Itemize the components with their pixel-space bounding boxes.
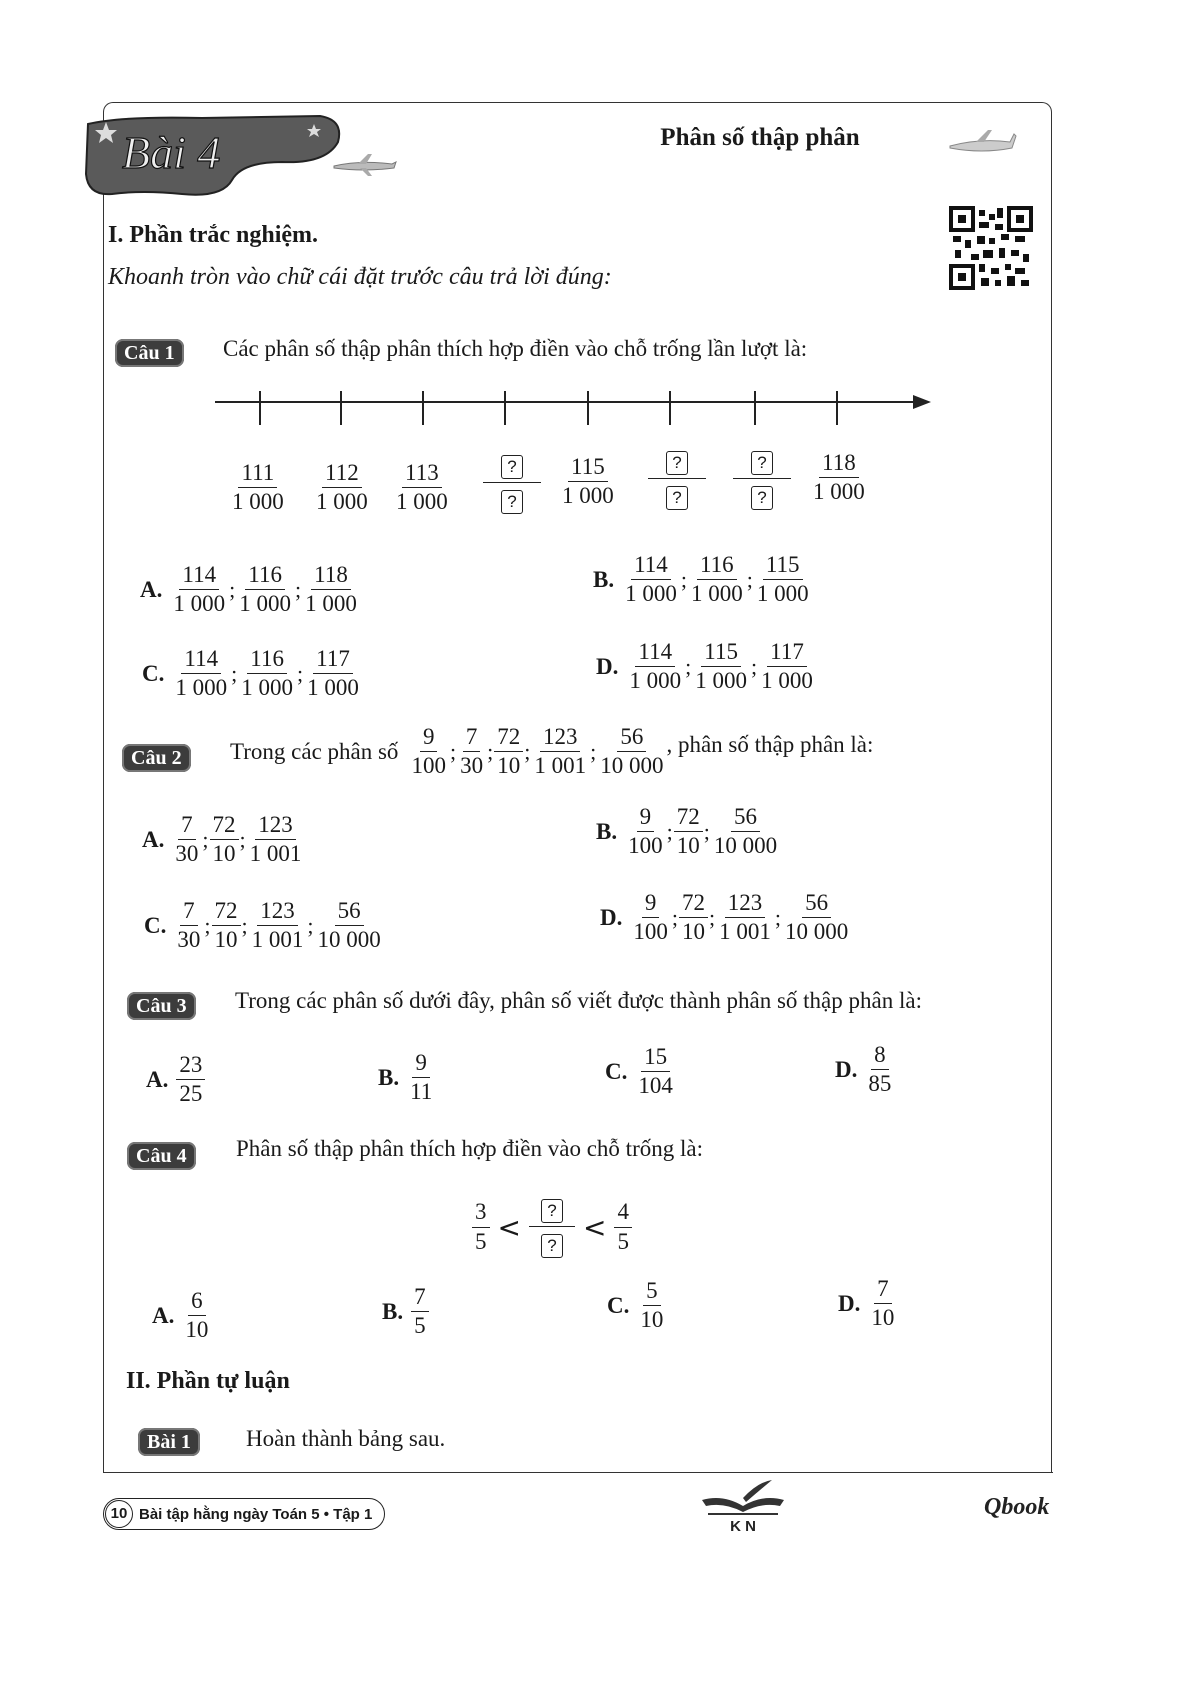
q4-option-b[interactable]: B. $\frac{7}{5}$ [382,1284,429,1340]
q2-option-b[interactable]: B. $\frac{9}{100}$ ; $\frac{72}{10}$ ; $\frac{56}{10 000}$ [596,804,778,859]
lesson-banner [82,114,344,200]
question-1-badge: Câu 1 [115,339,184,367]
brand-logo-text: Qbook [984,1494,1050,1520]
numberline-fraction: $\frac{111}{1 000}$ [232,460,284,515]
section-1-heading: I. Phần trắc nghiệm. [108,222,318,248]
q4-option-c[interactable]: C. $\frac{5}{10}$ [607,1278,664,1333]
question-4-text: Phân số thập phân thích hợp điền vào chỗ trống là: [236,1136,703,1161]
q4-blank-fraction[interactable]: $\frac{?}{?}$ [529,1196,575,1258]
page-title: Phân số thập phân [660,124,860,151]
exercise-1-text: Hoàn thành bảng sau. [246,1426,446,1451]
exercise-1-badge: Bài 1 [138,1428,200,1456]
q3-option-a[interactable]: A. $\frac{23}{25}$ [146,1052,205,1108]
question-4-badge: Câu 4 [127,1142,196,1170]
numberline-blank-fraction[interactable]: $\frac{?}{?}$ [483,452,541,514]
q3-option-b[interactable]: B. $\frac{9}{11}$ [378,1050,433,1105]
q1-option-d[interactable]: D. $\frac{114}{1 000}$ ; $\frac{115}{1 000}$ ; $\frac{117}{1 000}$ [596,639,813,694]
q1-option-b[interactable]: B. $\frac{114}{1 000}$ ; $\frac{116}{1 000}$ ; $\frac{115}{1 000}$ [593,552,809,607]
qr-code-icon[interactable] [949,206,1033,290]
numberline-fraction: $\frac{112}{1 000}$ [316,460,368,515]
instruction-text: Khoanh tròn vào chữ cái đặt trước câu trả lời đúng: [108,264,612,290]
question-2-text: Trong các phân số $\frac{9}{100}$ ; $\frac{7}{30}$ ; $\frac{72}{10}$ ; $\frac{123}{1 001}$ ; $\frac{56}{10 000}$ , phân số thập phân là: [230,724,874,779]
q3-option-c[interactable]: C. $\frac{15}{104}$ [605,1044,673,1099]
book-logo-icon [698,1476,788,1534]
question-1-text: Các phân số thập phân thích hợp điền vào chỗ trống lần lượt là: [223,336,808,361]
question-3-text: Trong các phân số dưới đây, phân số viết được thành phân số thập phân là: [235,988,922,1013]
q2-option-a[interactable]: A. $\frac{7}{30}$ ; $\frac{72}{10}$ ; $\frac{123}{1 001}$ [142,812,302,867]
numberline-blank-fraction[interactable]: $\frac{?}{?}$ [733,448,791,510]
publisher-logo-text: K N [730,1518,756,1534]
lesson-badge-text: Bài 4 [122,127,221,178]
page-frame [103,102,1052,1473]
question-3-badge: Câu 3 [127,992,196,1020]
numberline-fraction: $\frac{113}{1 000}$ [396,460,448,515]
numberline-fraction: $\frac{118}{1 000}$ [813,450,865,505]
q2-option-d[interactable]: D. $\frac{9}{100}$ ; $\frac{72}{10}$ ; $\frac{123}{1 001}$ ; $\frac{56}{10 000}$ [600,890,849,945]
q2-option-c[interactable]: C. $\frac{7}{30}$ ; $\frac{72}{10}$ ; $\frac{123}{1 001}$ ; $\frac{56}{10 000}$ [144,898,381,953]
numberline-blank-fraction[interactable]: $\frac{?}{?}$ [648,448,706,510]
page-frame-bottom [103,1472,1053,1473]
q4-inequality: $\frac{3}{5}$ < $\frac{?}{?}$ < $\frac{4}{5}$ [472,1196,632,1258]
qbook-logo-icon [982,1486,1062,1524]
number-line [215,385,935,431]
numberline-fraction: $\frac{115}{1 000}$ [562,454,614,509]
q3-option-d[interactable]: D. $\frac{8}{85}$ [835,1042,892,1097]
page-number: 10 [105,1500,133,1528]
q1-option-a[interactable]: A. $\frac{114}{1 000}$ ; $\frac{116}{1 000}$ ; $\frac{118}{1 000}$ [140,562,357,617]
section-2-heading: II. Phần tự luận [126,1368,290,1394]
q4-option-a[interactable]: A. $\frac{6}{10}$ [152,1288,209,1343]
q4-option-d[interactable]: D. $\frac{7}{10}$ [838,1276,895,1331]
footer-book-title: 10 Bài tập hằng ngày Toán 5 • Tập 1 [103,1498,385,1530]
q1-option-c[interactable]: C. $\frac{114}{1 000}$ ; $\frac{116}{1 000}$ ; $\frac{117}{1 000}$ [142,646,359,701]
airplane-icon [330,150,400,180]
question-2-badge: Câu 2 [122,744,191,772]
